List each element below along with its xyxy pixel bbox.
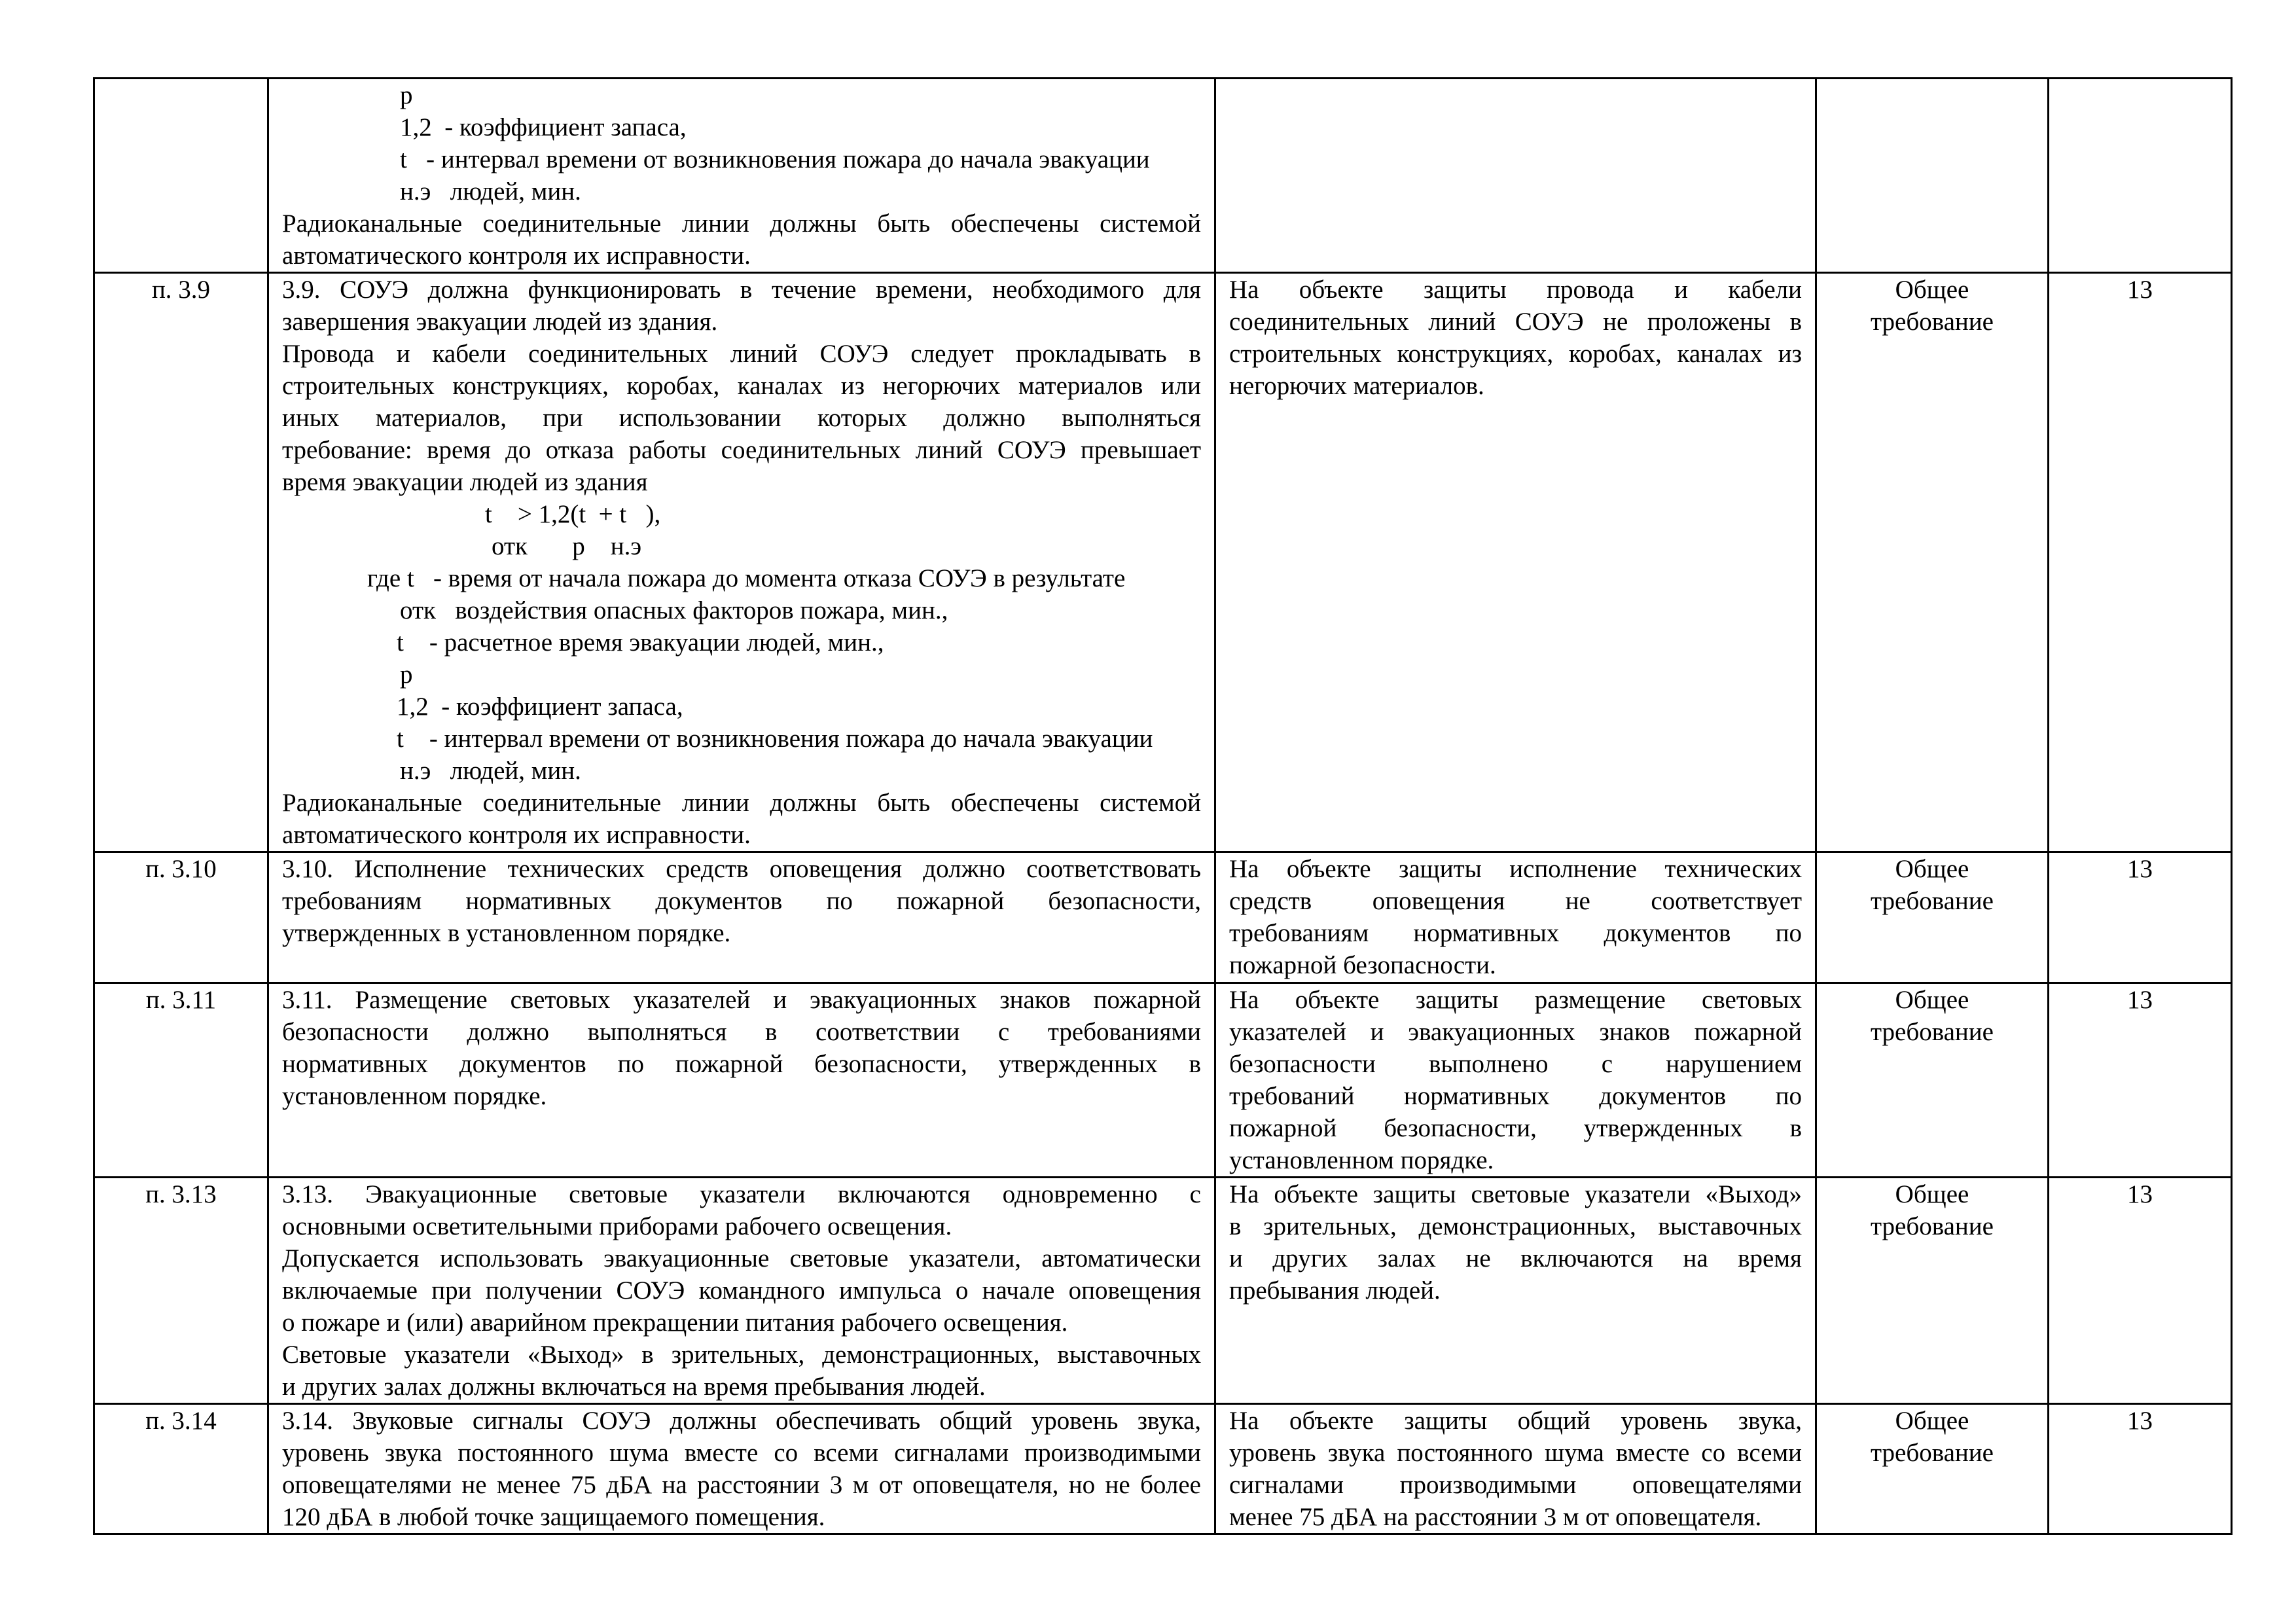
number-cell: 13 [2049, 273, 2232, 852]
requirement-line: нормативных документов по пожарной безопасности, утвержденных в [282, 1050, 1201, 1078]
requirement-line: утвержденных в установленном порядке. [282, 919, 731, 947]
formula-line: t - интервал времени от возникновения пожара до начала эвакуации [400, 145, 1150, 173]
formula-line: t - расчетное время эвакуации людей, мин., [397, 628, 884, 657]
table-row [94, 273, 2232, 852]
requirement-line: 3.11. Размещение световых указателей и эвакуационных знаков пожарной [282, 986, 1201, 1014]
number-cell: 13 [2049, 1404, 2232, 1534]
category-line: требование [1871, 1439, 1994, 1467]
requirement-line: требованиям нормативных документов по пожарной безопасности, [282, 887, 1201, 915]
table-row [94, 1178, 2232, 1404]
ref-cell: п. 3.13 [94, 1178, 268, 1404]
requirement-line: 3.10. Исполнение технических средств оповещения должно соответствовать [282, 855, 1201, 883]
requirement-line: иных материалов, при использовании которых должно выполняться [282, 404, 1201, 432]
violation-cell [1215, 1178, 1816, 1404]
category-line: Общее [1895, 276, 1969, 304]
formula-line: t > 1,2(t + t ), [485, 500, 661, 528]
requirement-line: требование: время до отказа работы соединительных линий СОУЭ превышает [282, 436, 1201, 464]
number-cell: 13 [2049, 852, 2232, 983]
violation-line: На объекте защиты провода и кабели [1229, 276, 1802, 304]
number-cell: 13 [2049, 983, 2232, 1178]
formula-subscript: н.э людей, мин. [400, 757, 581, 785]
formula-subscript: р [400, 81, 413, 109]
category-line: Общее [1895, 1407, 1969, 1435]
violation-line: На объекте защиты размещение световых [1229, 986, 1802, 1014]
requirements-table [93, 77, 2233, 1535]
violation-line: установленном порядке. [1229, 1146, 1494, 1174]
category-cell [1816, 1178, 2049, 1404]
violation-cell [1215, 852, 1816, 983]
formula-line: t - интервал времени от возникновения пожара до начала эвакуации [397, 725, 1153, 753]
requirement-line: 120 дБА в любой точке защищаемого помещения. [282, 1503, 825, 1531]
violation-line: требованиям нормативных документов по [1229, 919, 1802, 947]
category-line: требование [1871, 1018, 1994, 1046]
requirement-line: Радиоканальные соединительные линии должны быть обеспечены системой [282, 209, 1201, 238]
requirement-line: Допускается использовать эвакуационные световые указатели, автоматически [282, 1244, 1201, 1272]
violation-line: и других залах не включаются на время [1229, 1244, 1802, 1272]
ref-cell [94, 79, 268, 273]
number-cell: 13 [2049, 1178, 2232, 1404]
violation-line: менее 75 дБА на расстоянии 3 м от оповещателя. [1229, 1503, 1762, 1531]
requirement-line: время эвакуации людей из здания [282, 468, 648, 496]
category-cell [1816, 1404, 2049, 1534]
violation-line: уровень звука постоянного шума вместе со всеми [1229, 1439, 1802, 1467]
category-line: Общее [1895, 855, 1969, 883]
violation-line: строительных конструкциях, коробах, каналах из [1229, 340, 1802, 368]
requirement-cell [268, 1404, 1215, 1534]
formula-line: 1,2 - коэффициент запаса, [400, 113, 687, 141]
violation-cell [1215, 983, 1816, 1178]
requirement-line: 3.14. Звуковые сигналы СОУЭ должны обеспечивать общий уровень звука, [282, 1407, 1201, 1435]
ref-cell: п. 3.11 [94, 983, 268, 1178]
violation-line: На объекте защиты общий уровень звука, [1229, 1407, 1802, 1435]
requirement-line: Провода и кабели соединительных линий СОУЭ следует прокладывать в [282, 340, 1201, 368]
requirement-line: безопасности должно выполняться в соответствии с требованиями [282, 1018, 1201, 1046]
requirement-line: и других залах должны включаться на время пребывания людей. [282, 1373, 986, 1401]
requirement-cell [268, 273, 1215, 852]
violation-line: сигналами производимыми оповещателями [1229, 1471, 1802, 1499]
requirement-line: Радиоканальные соединительные линии должны быть обеспечены системой [282, 789, 1201, 817]
formula-subscript: р [400, 660, 413, 689]
requirement-cell [268, 1178, 1215, 1404]
category-cell [1816, 852, 2049, 983]
requirement-line: оповещателями не менее 75 дБА на расстоянии 3 м от оповещателя, но не более [282, 1471, 1201, 1499]
requirement-line: автоматического контроля их исправности. [282, 821, 751, 849]
category-line: требование [1871, 1212, 1994, 1240]
requirement-line: о пожаре и (или) аварийном прекращении питания рабочего освещения. [282, 1308, 1068, 1337]
category-cell [1816, 79, 2049, 273]
requirement-line: включаемые при получении СОУЭ командного импульса о начале оповещения [282, 1276, 1201, 1305]
formula-line: где t - время от начала пожара до момента отказа СОУЭ в результате [367, 564, 1126, 592]
violation-line: требований нормативных документов по [1229, 1082, 1802, 1110]
category-cell [1816, 273, 2049, 852]
ref-cell: п. 3.14 [94, 1404, 268, 1534]
ref-cell: п. 3.10 [94, 852, 268, 983]
violation-cell [1215, 273, 1816, 852]
violation-line: соединительных линий СОУЭ не проложены в [1229, 308, 1802, 336]
formula-subscript: отк воздействия опасных факторов пожара, мин., [400, 596, 948, 624]
requirement-line: автоматического контроля их исправности. [282, 242, 751, 270]
requirement-cell [268, 852, 1215, 983]
requirement-line: строительных конструкциях, коробах, каналах из негорючих материалов или [282, 372, 1201, 400]
formula-subscript: отк р н.э [492, 532, 642, 560]
requirement-cell [268, 983, 1215, 1178]
requirement-cell [268, 79, 1215, 273]
category-line: требование [1871, 308, 1994, 336]
requirement-line: 3.13. Эвакуационные световые указатели включаются одновременно с [282, 1180, 1201, 1208]
requirement-line: уровень звука постоянного шума вместе со всеми сигналами производимыми [282, 1439, 1201, 1467]
violation-line: На объекте защиты световые указатели «Выход» [1229, 1180, 1802, 1208]
violation-line: в зрительных, демонстрационных, выставочных [1229, 1212, 1802, 1240]
category-line: требование [1871, 887, 1994, 915]
violation-line: пожарной безопасности, утвержденных в [1229, 1114, 1802, 1142]
violation-line: пребывания людей. [1229, 1276, 1441, 1305]
table-row-continuation [94, 79, 2232, 273]
category-line: Общее [1895, 1180, 1969, 1208]
requirement-line: завершения эвакуации людей из здания. [282, 308, 718, 336]
formula-subscript: н.э людей, мин. [400, 177, 581, 206]
requirement-line: Световые указатели «Выход» в зрительных, демонстрационных, выставочных [282, 1341, 1201, 1369]
table-row [94, 983, 2232, 1178]
category-line: Общее [1895, 986, 1969, 1014]
violation-cell [1215, 79, 1816, 273]
violation-line: пожарной безопасности. [1229, 951, 1496, 979]
violation-line: безопасности выполнено с нарушением [1229, 1050, 1802, 1078]
violation-line: На объекте защиты исполнение технических [1229, 855, 1802, 883]
ref-cell: п. 3.9 [94, 273, 268, 852]
violation-line: указателей и эвакуационных знаков пожарной [1229, 1018, 1802, 1046]
category-cell [1816, 983, 2049, 1178]
violation-line: негорючих материалов. [1229, 372, 1484, 400]
violation-line: средств оповещения не соответствует [1229, 887, 1802, 915]
requirement-line: 3.9. СОУЭ должна функционировать в течение времени, необходимого для [282, 276, 1201, 304]
formula-line: 1,2 - коэффициент запаса, [397, 693, 683, 721]
requirement-line: основными осветительными приборами рабочего освещения. [282, 1212, 952, 1240]
table-row [94, 1404, 2232, 1534]
requirement-line: установленном порядке. [282, 1082, 547, 1110]
table-row [94, 852, 2232, 983]
violation-cell [1215, 1404, 1816, 1534]
number-cell [2049, 79, 2232, 273]
